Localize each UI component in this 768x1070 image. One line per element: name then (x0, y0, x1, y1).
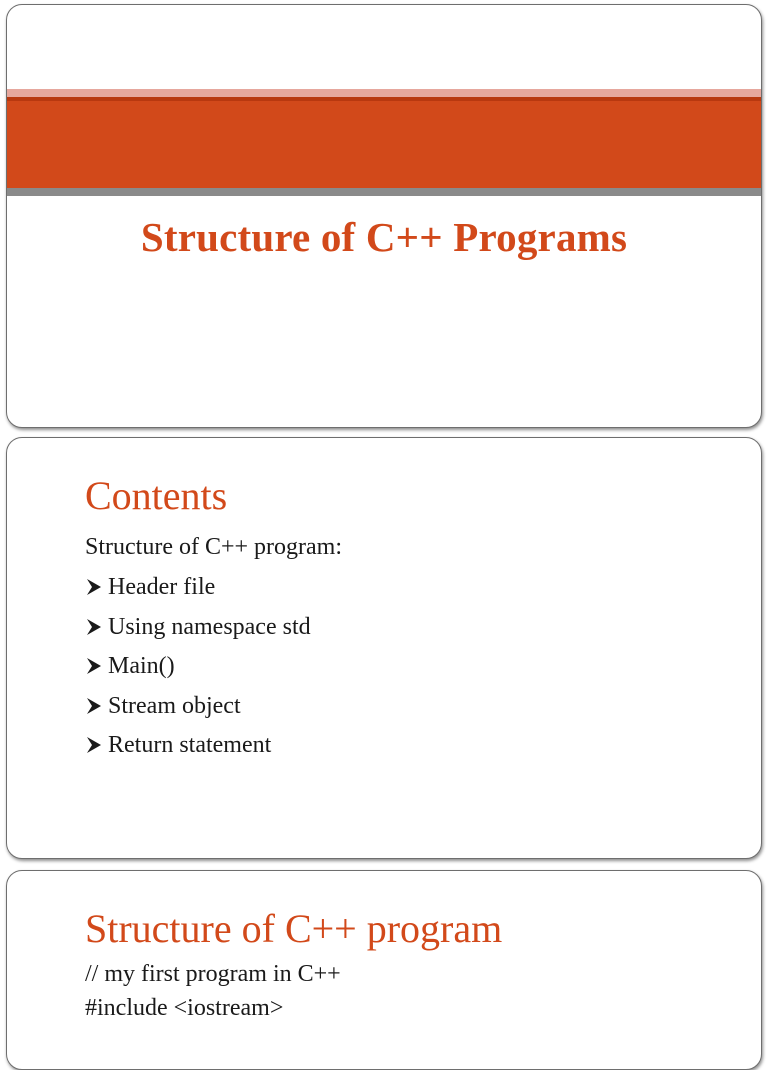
title-band-edge (7, 97, 761, 101)
title-band (7, 97, 761, 188)
bullet-item (85, 574, 311, 614)
bullet-item (85, 653, 311, 693)
arrowhead-bullet-icon (85, 576, 103, 598)
bullet-text: Header file (108, 574, 216, 600)
bullet-text: Return statement (108, 732, 272, 758)
arrowhead-bullet-icon (85, 616, 103, 638)
title-slide (6, 4, 762, 428)
bullet-text: Using namespace std (108, 613, 311, 640)
slide-title: Structure of C++ Programs (140, 214, 628, 260)
code-line: #include <iostream> (85, 995, 284, 1021)
bullet-item (85, 732, 311, 772)
title-band-shadow (7, 188, 761, 196)
code-block (85, 961, 341, 1029)
bullet-text: Main() (108, 653, 175, 679)
code-line: // my first program in C++ (85, 961, 341, 987)
contents-bullet-list (85, 574, 311, 772)
bullet-text: Stream object (108, 692, 241, 719)
bullet-item (85, 693, 311, 733)
arrowhead-bullet-icon (85, 695, 103, 717)
contents-intro: Structure of C++ program: (85, 534, 343, 560)
arrowhead-bullet-icon (85, 655, 103, 677)
structure-slide (6, 870, 762, 1070)
bullet-item (85, 614, 311, 654)
structure-heading: Structure of C++ program (85, 906, 503, 951)
arrowhead-bullet-icon (85, 734, 103, 756)
contents-heading: Contents (85, 473, 228, 518)
contents-slide (6, 437, 762, 859)
title-band-highlight (7, 89, 761, 97)
